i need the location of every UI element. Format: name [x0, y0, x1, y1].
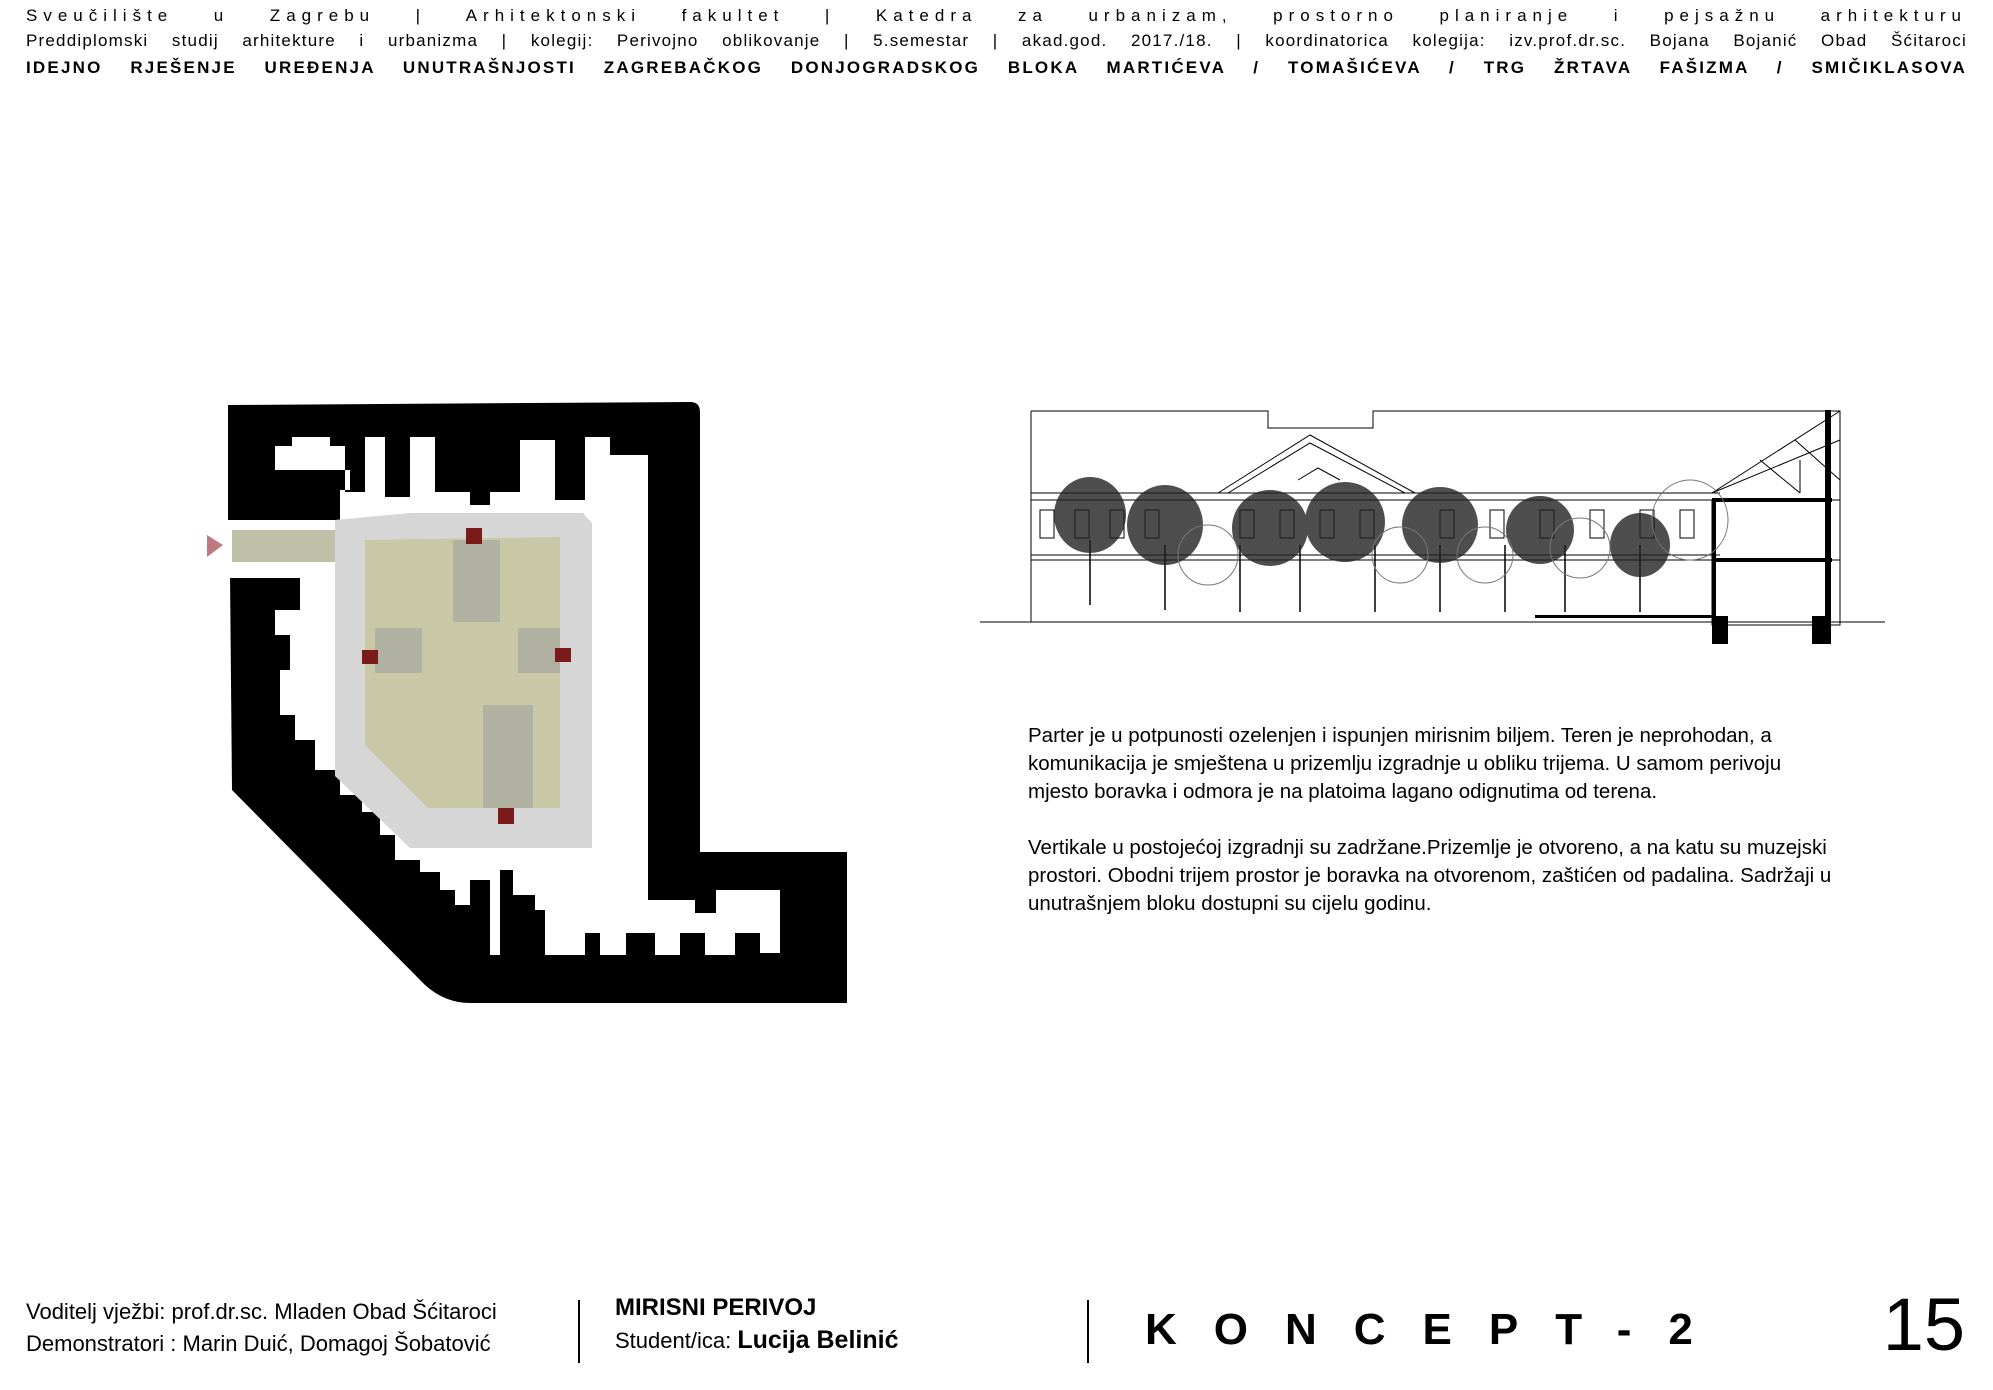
project-title: MIRISNI PERIVOJ — [615, 1294, 817, 1321]
trees — [1054, 477, 1728, 612]
footer-divider-1 — [578, 1300, 580, 1363]
plateau-east — [518, 628, 560, 673]
footer-project — [615, 1292, 898, 1357]
mentor-name: prof.dr.sc. Mladen Obad Šćitaroci — [171, 1299, 497, 1324]
plateau-west — [375, 628, 422, 673]
entrance-path — [232, 530, 337, 562]
header-university-line: Sveučilište u Zagrebu | Arhitektonski fakultet | Katedra za urbanizam, prostorno planiranje i pejsažnu arhitekturu — [26, 6, 1967, 25]
demonstrators-label: Demonstratori : — [26, 1331, 183, 1356]
description-paragraph-1: Parter je u potpunosti ozelenjen i ispunjen mirisnim biljem. Teren je neprohodan, a komunikacija je smještena u prizemlju izgradnje u obliku trijema. U samom perivoju mjesto boravka i odmora je na platoima lagano odignutima od terena. — [1028, 724, 1782, 803]
footer-divider-2 — [1087, 1300, 1089, 1363]
demonstrators-names: Marin Duić, Domagoj Šobatović — [182, 1331, 491, 1356]
description-paragraph-2: Vertikale u postojećoj izgradnji su zadržane.Prizemlje je otvoreno, a na katu su muzejski prostori. Obodni trijem prostor je boravka na otvorenom, zaštićen od padalina. Sadržaji u unutrašnjem bloku dostupni su cijelu godinu. — [1028, 836, 1832, 915]
section-elevation — [975, 400, 1895, 660]
site-plan — [200, 395, 860, 1015]
footer-credits — [26, 1296, 497, 1360]
plateau-south — [483, 705, 533, 808]
page-number: 15 — [1882, 1283, 1965, 1366]
concept-description — [1028, 722, 1838, 946]
header-course-line: Preddiplomski studij arhitekture i urbanizma | kolegij: Perivojno oblikovanje | 5.semestar | akad.god. 2017./18. | koordinatorica kolegija: izv.prof.dr.sc. Bojana Bojanić Obad Šćitaroci — [26, 31, 1967, 50]
student-name: Lucija Belinić — [737, 1326, 899, 1354]
mentor-label: Voditelj vježbi: — [26, 1299, 172, 1324]
student-label: Student/ica: — [615, 1328, 738, 1353]
plateau-north — [453, 540, 500, 622]
concept-label: KONCEPT-2 — [1145, 1305, 1730, 1354]
entrance-marker — [207, 535, 223, 557]
header-project-title: IDEJNO RJEŠENJE UREĐENJA UNUTRAŠNJOSTI ZAGREBAČKOG DONJOGRADSKOG BLOKA MARTIĆEVA / TOMAŠIĆEVA / TRG ŽRTAVA FAŠIZMA / SMIČIKLASOVA — [26, 58, 1967, 77]
